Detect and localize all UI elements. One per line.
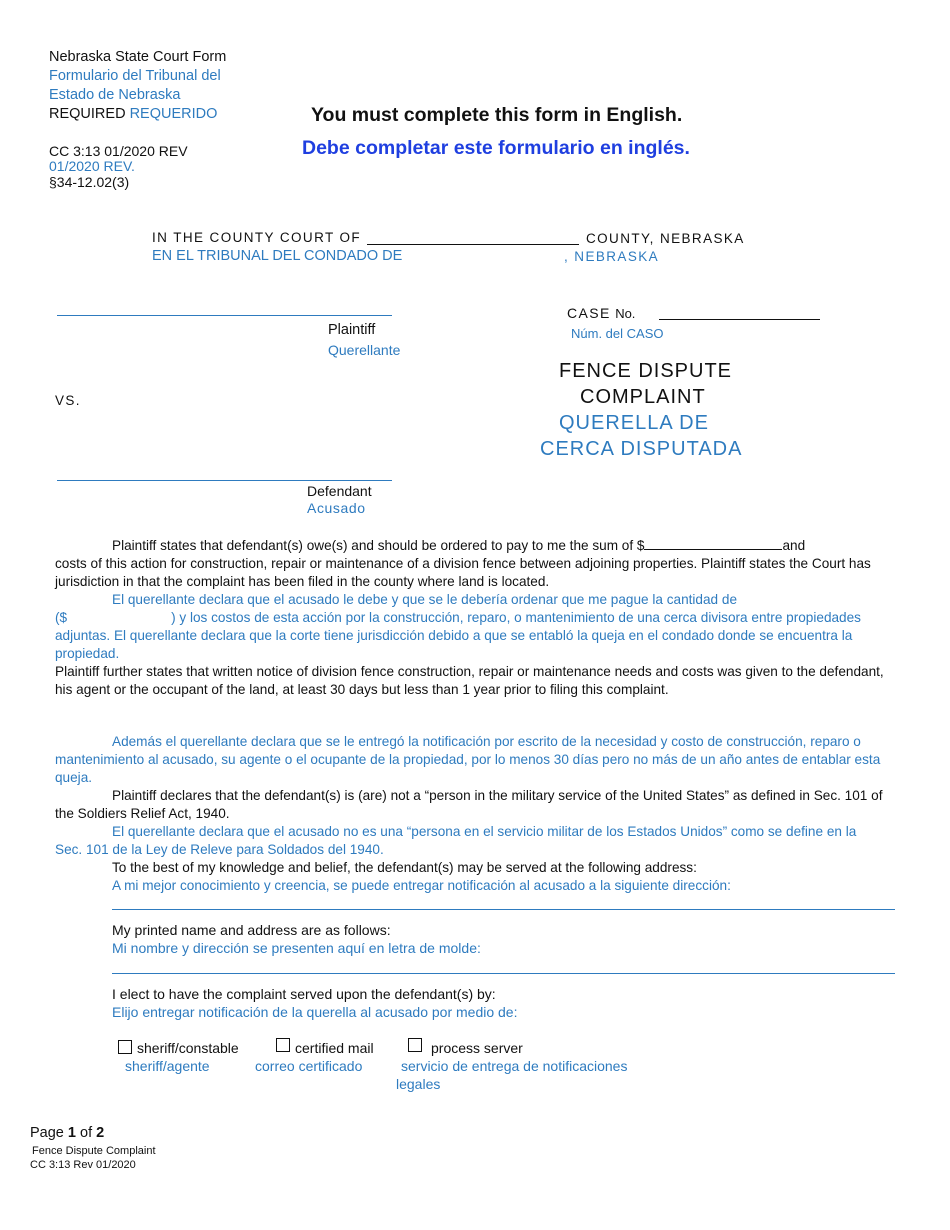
statute: §34-12.02(3) xyxy=(49,174,130,190)
sheriff-option-label-es: sheriff/agente xyxy=(125,1058,210,1074)
process-server-option-label-es-2: legales xyxy=(396,1076,441,1092)
sheriff-option-label: sheriff/constable xyxy=(137,1040,239,1056)
case-label xyxy=(567,305,635,323)
required-es: REQUERIDO xyxy=(129,106,218,122)
service-method-label-es: Elijo entregar notificación de la querella al acusado por medio de: xyxy=(112,1004,518,1020)
defendant-address-field[interactable] xyxy=(112,909,895,910)
military-paragraph: Plaintiff declares that the defendant(s) is (are) not a “person in the military service of the United States” as defined in Sec. 101 of the Soldiers Relief Act, 1940. xyxy=(55,788,883,821)
sheriff-checkbox[interactable] xyxy=(118,1040,132,1054)
case-label-es: Núm. del CASO xyxy=(571,326,664,341)
printed-name-field[interactable] xyxy=(112,973,895,974)
page-indicator xyxy=(30,1125,104,1141)
page-word: Page xyxy=(30,1125,64,1141)
county-label-en: COUNTY, NEBRASKA xyxy=(586,231,745,246)
form-number: CC 3:13 01/2020 REV xyxy=(49,143,188,159)
english-notice: You must complete this form in English. xyxy=(311,104,683,126)
form-source-es-2: Estado de Nebraska xyxy=(49,87,181,103)
court-label-en: IN THE COUNTY COURT OF xyxy=(152,230,362,245)
footer-code: CC 3:13 Rev 01/2020 xyxy=(30,1159,136,1171)
notice-paragraph-es-text: Además el querellante declara que se le entregó la notificación por escrito de la necesidad y costo de construcción, reparo o mantenimiento al acusado, su agente o el ocupante de la propiedad, por lo menos 30 días pero no más de un año antes de entablar esta queja. xyxy=(55,734,881,785)
required-label xyxy=(49,105,217,124)
page-number: 1 xyxy=(67,1125,76,1141)
address-paragraph: To the best of my knowledge and belief, the defendant(s) may be served at the following address: xyxy=(112,860,697,875)
amount-text-c: costs of this action for construction, repair or maintenance of a division fence between adjoining properties. Plaintiff states the Court has jurisdiction in that the complaint has been filed in the county where land is located. xyxy=(55,556,871,589)
plaintiff-label: Plaintiff xyxy=(328,322,376,338)
process-server-checkbox[interactable] xyxy=(408,1038,422,1052)
military-paragraph-es: El querellante declara que el acusado no es una “persona en el servicio militar de los Estados Unidos” como se define en la Sec. 101 de la Ley de Releve para Soldados del 1940. xyxy=(55,824,857,857)
case-number-field[interactable] xyxy=(659,319,820,320)
defendant-label: Defendant xyxy=(307,483,372,499)
spanish-notice: Debe completar este formulario en inglés. xyxy=(302,137,690,159)
notice-paragraph: Plaintiff further states that written notice of division fence construction, repair or maintenance needs and costs was given to the defendant, his agent or the occupant of the land, at least 30 days but less than 1 year prior to filing this complaint. xyxy=(55,664,884,697)
amount-text-es-a: El querellante declara que el acusado le debe y que se le debería ordenar que me pague la cantidad de xyxy=(112,592,738,607)
printed-name-label: My printed name and address are as follows: xyxy=(112,922,391,938)
defendant-field[interactable] xyxy=(57,480,392,481)
title-en-2: COMPLAINT xyxy=(580,386,706,408)
paragraph-amount xyxy=(55,536,885,699)
case-label-en: CASE xyxy=(567,305,611,321)
amount-text-es-c: ) y los costos de esta acción por la construcción, reparo, o mantenimiento de una cerca divisora entre propiedades adjuntas. El querellante declara que la corte tiene jurisdicción debido a que se entabló la queja en el condado donde se encuentra la propiedad. xyxy=(55,610,861,661)
title-en-1: FENCE DISPUTE xyxy=(559,360,733,382)
address-paragraph-es: A mi mejor conocimiento y creencia, se puede entregar notificación al acusado a la siguiente dirección: xyxy=(112,878,731,893)
notice-paragraph-es xyxy=(55,733,885,895)
case-label-no: No. xyxy=(615,306,636,321)
amount-text-a: Plaintiff states that defendant(s) owe(s) and should be ordered to pay to me the sum of $ xyxy=(112,538,645,553)
defendant-label-es: Acusado xyxy=(307,500,366,516)
title-es-2: CERCA DISPUTADA xyxy=(540,438,743,460)
vs-label: VS. xyxy=(55,393,81,408)
page-total: 2 xyxy=(96,1125,105,1141)
process-server-option-label-es: servicio de entrega de notificaciones xyxy=(401,1058,628,1074)
form-source-es-1: Formulario del Tribunal del xyxy=(49,68,221,84)
plaintiff-label-es: Querellante xyxy=(328,342,401,358)
court-label-es: EN EL TRIBUNAL DEL CONDADO DE xyxy=(152,248,403,264)
printed-name-label-es: Mi nombre y dirección se presenten aquí en letra de molde: xyxy=(112,940,481,956)
county-name-field[interactable] xyxy=(367,244,579,245)
form-source-en: Nebraska State Court Form xyxy=(49,49,227,65)
county-label-es: , NEBRASKA xyxy=(564,249,660,264)
of-word: of xyxy=(80,1125,93,1141)
title-es-1: QUERELLA DE xyxy=(559,412,709,434)
footer-title: Fence Dispute Complaint xyxy=(32,1145,156,1157)
amount-text-es-b: ($ xyxy=(55,610,68,625)
required-en: REQUIRED xyxy=(49,106,126,122)
amount-text-b: and xyxy=(782,538,806,553)
certified-mail-option-label: certified mail xyxy=(295,1040,374,1056)
process-server-option-label: process server xyxy=(431,1040,523,1056)
service-method-label: I elect to have the complaint served upon the defendant(s) by: xyxy=(112,986,496,1002)
certified-mail-option-label-es: correo certificado xyxy=(255,1058,363,1074)
rev-es: 01/2020 REV. xyxy=(49,158,135,174)
certified-mail-checkbox[interactable] xyxy=(276,1038,290,1052)
amount-field[interactable] xyxy=(644,536,782,550)
plaintiff-field[interactable] xyxy=(57,315,392,316)
